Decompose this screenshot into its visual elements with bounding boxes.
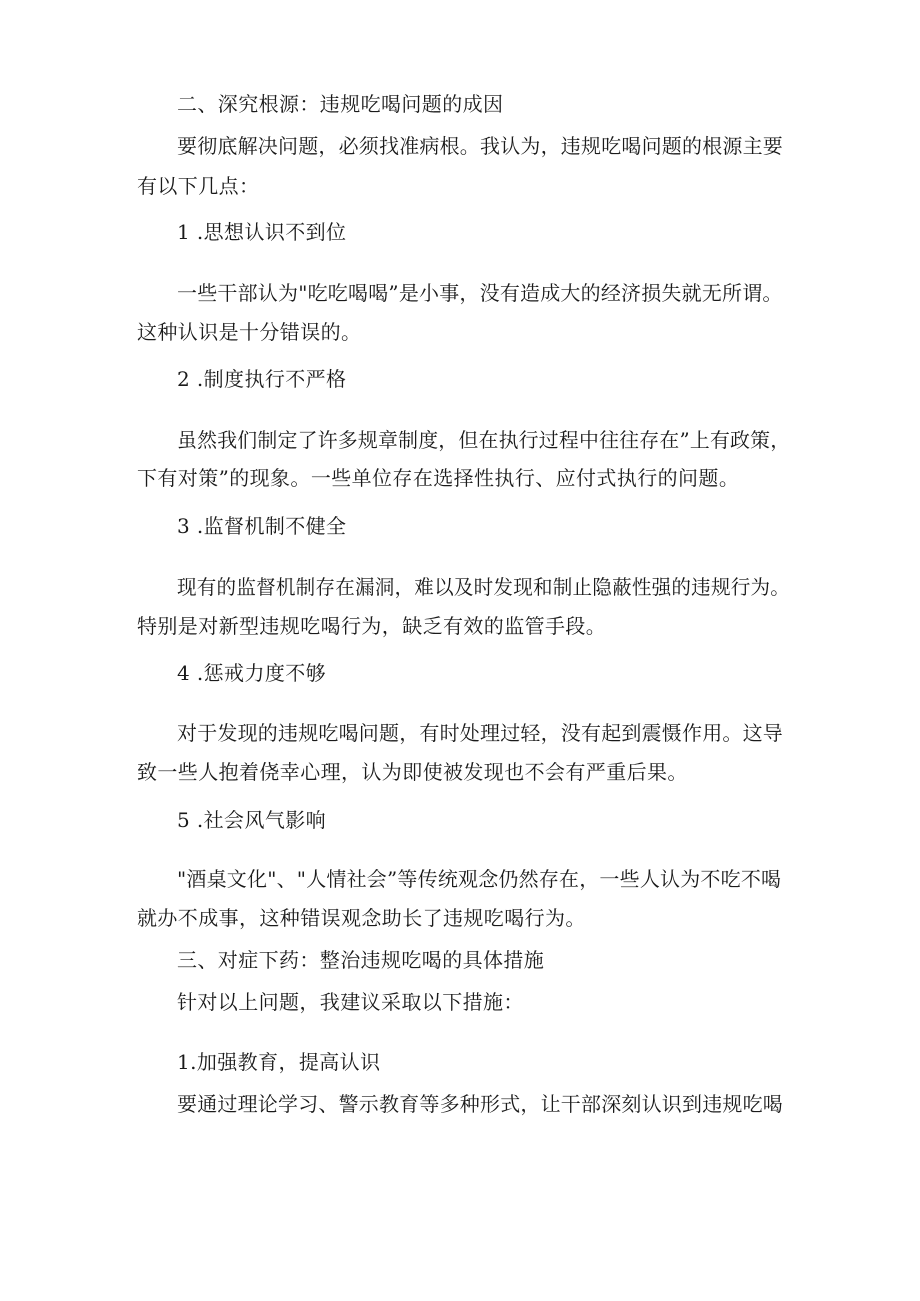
item-4-body-line-1: 对于发现的违规吃喝问题，有时处理过轻，没有起到震慑作用。这导 xyxy=(177,721,783,745)
item-3-heading: 3 .监督机制不健全 xyxy=(177,514,347,538)
item-2-body-line-2: 下有对策”的现象。一些单位存在选择性执行、应付式执行的问题。 xyxy=(137,466,740,490)
section-2-intro-line-1: 要彻底解决问题，必须找准病根。我认为，违规吃喝问题的根源主要 xyxy=(177,134,783,158)
section-heading-3: 三、对症下药：整治违规吃喝的具体措施 xyxy=(177,948,545,972)
item-5-body-line-2: 就办不成事，这种错误观念助长了违规吃喝行为。 xyxy=(137,906,586,930)
item-3-body-line-1: 现有的监督机制存在漏洞，难以及时发现和制止隐蔽性强的违规行为。 xyxy=(177,575,791,599)
section-3-intro: 针对以上问题，我建议采取以下措施： xyxy=(177,990,524,1014)
item-2-heading: 2 .制度执行不严格 xyxy=(177,367,347,391)
item-1-body-line-2: 这种认识是十分错误的。 xyxy=(137,320,362,344)
item-1-heading: 1 .思想认识不到位 xyxy=(177,220,347,244)
measure-1-body-line-1: 要通过理论学习、警示教育等多种形式，让干部深刻认识到违规吃喝 xyxy=(177,1092,783,1116)
item-2-body-line-1: 虽然我们制定了许多规章制度，但在执行过程中往往存在”上有政策， xyxy=(177,428,791,452)
measure-1-heading: 1.加强教育，提高认识 xyxy=(177,1050,381,1074)
section-2-intro-line-2: 有以下几点： xyxy=(137,174,260,198)
section-heading-2: 二、深究根源：违规吃喝问题的成因 xyxy=(177,92,504,116)
item-1-body-line-1: 一些干部认为"吃吃喝喝”是小事，没有造成大的经济损失就无所谓。 xyxy=(177,281,783,305)
item-4-body-line-2: 致一些人抱着侥幸心理，认为即使被发现也不会有严重后果。 xyxy=(137,760,688,784)
item-3-body-line-2: 特别是对新型违规吃喝行为，缺乏有效的监管手段。 xyxy=(137,614,607,638)
item-5-heading: 5 .社会风气影响 xyxy=(177,808,327,832)
item-4-heading: 4 .惩戒力度不够 xyxy=(177,661,327,685)
item-5-body-line-1: "酒桌文化"、"人情社会”等传统观念仍然存在，一些人认为不吃不喝 xyxy=(177,867,782,891)
